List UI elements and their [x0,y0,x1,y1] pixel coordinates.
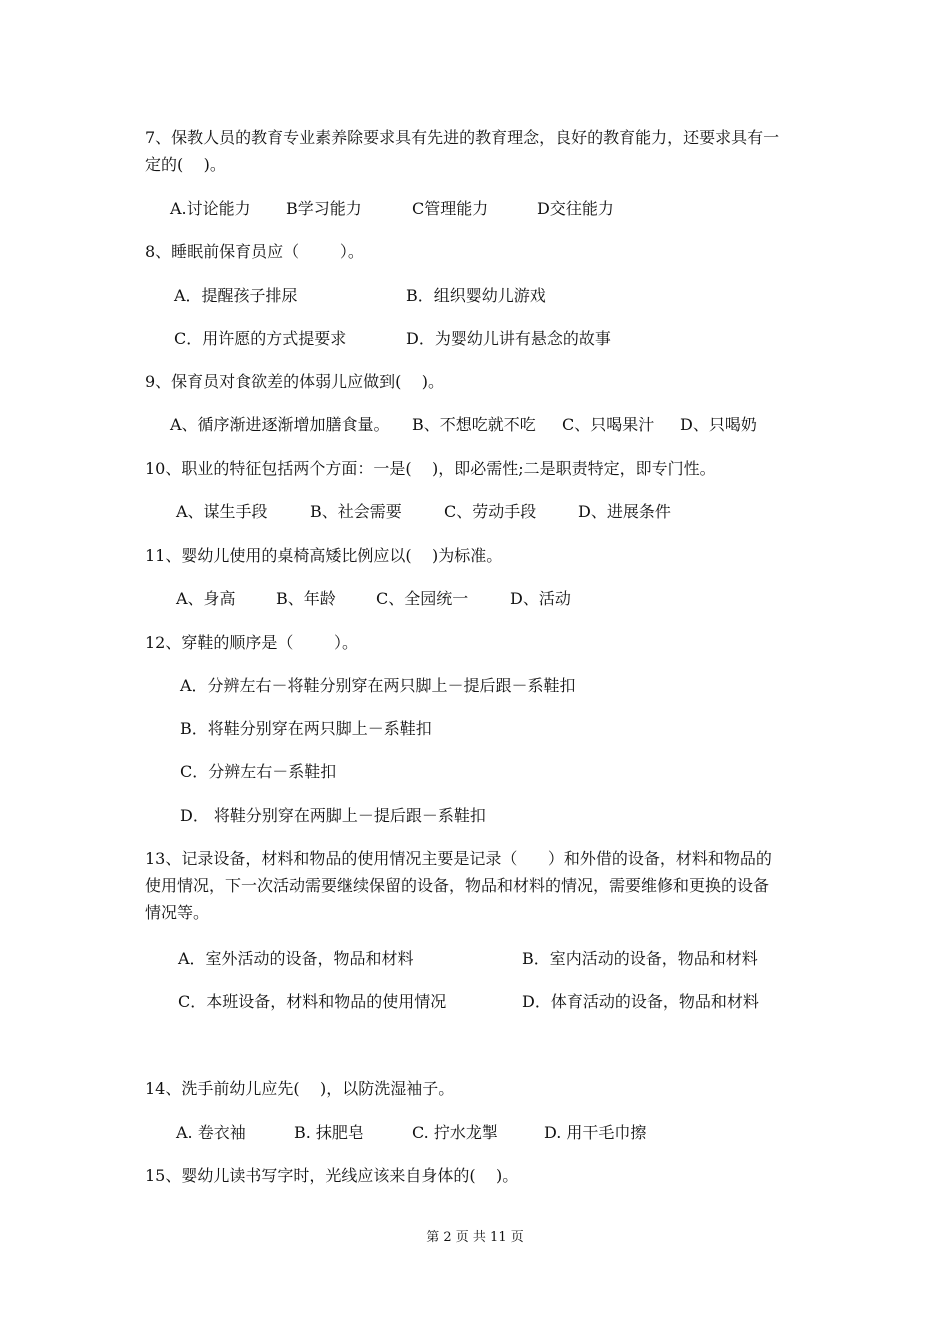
question-11-option-a: A、身高 [176,589,236,608]
question-8-option-b: B．组织婴幼儿游戏 [406,286,546,305]
question-10-option-a: A、谋生手段 [176,502,268,521]
question-8-option-a: A．提醒孩子排尿 [174,286,298,305]
question-9-line-1: 9、保育员对食欲差的体弱儿应做到( )。 [145,372,445,391]
question-9-option-c: C、只喝果汁 [562,415,655,434]
question-13-line-2: 使用情况，下一次活动需要继续保留的设备，物品和材料的情况，需要维修和更换的设备 [145,876,770,895]
question-13-option-a: A．室外活动的设备，物品和材料 [178,949,414,968]
question-7-option-b: B学习能力 [286,199,362,218]
question-12-option-d: D． 将鞋分别穿在两脚上－提后跟－系鞋扣 [180,806,486,825]
question-11-option-d: D、活动 [510,589,571,608]
question-8-option-c: C．用许愿的方式提要求 [174,329,347,348]
question-13-option-c: C．本班设备，材料和物品的使用情况 [178,992,447,1011]
question-13-option-b: B．室内活动的设备，物品和材料 [522,949,758,968]
question-13-line-1: 13、记录设备，材料和物品的使用情况主要是记录（ ）和外借的设备，材料和物品的 [145,849,772,868]
question-13-line-3: 情况等。 [145,903,210,922]
question-14-option-d: D. 用干毛巾擦 [544,1123,647,1142]
question-12-line-1: 12、穿鞋的顺序是（ ）。 [145,633,359,652]
question-9-option-a: A、循序渐进逐渐增加膳食量。 [170,415,390,434]
question-12-option-a: A．分辨左右－将鞋分别穿在两只脚上－提后跟－系鞋扣 [180,676,576,695]
question-14-option-c: C. 拧水龙掣 [412,1123,498,1142]
question-9-option-d: D、只喝奶 [680,415,757,434]
question-7-option-d: D交往能力 [537,199,614,218]
question-14-option-a: A. 卷衣袖 [176,1123,246,1142]
question-12-option-b: B．将鞋分别穿在两只脚上－系鞋扣 [180,719,432,738]
question-10-option-c: C、劳动手段 [444,502,537,521]
question-14-line-1: 14、洗手前幼儿应先( )，以防洗湿袖子。 [145,1079,455,1098]
question-11-line-1: 11、婴幼儿使用的桌椅高矮比例应以( )为标准。 [145,546,503,565]
question-14-option-b: B. 抹肥皂 [294,1123,364,1142]
question-15-line-1: 15、婴幼儿读书写字时，光线应该来自身体的( )。 [145,1166,519,1185]
question-9-option-b: B、不想吃就不吃 [412,415,536,434]
question-11-option-b: B、年龄 [276,589,336,608]
question-10-option-b: B、社会需要 [310,502,402,521]
question-10-line-1: 10、职业的特征包括两个方面：一是( )，即必需性;二是职责特定，即专门性。 [145,459,716,478]
question-12-option-c: C．分辨左右－系鞋扣 [180,762,337,781]
question-7-option-a: A.讨论能力 [170,199,251,218]
page-footer: 第 2 页 共 11 页 [426,1230,524,1245]
question-7-line-2: 定的( )。 [145,155,226,174]
question-8-option-d: D．为婴幼儿讲有悬念的故事 [406,329,611,348]
question-13-option-d: D．体育活动的设备，物品和材料 [522,992,759,1011]
question-7-line-1: 7、保教人员的教育专业素养除要求具有先进的教育理念，良好的教育能力，还要求具有一 [145,128,780,147]
question-11-option-c: C、全园统一 [376,589,469,608]
question-7-option-c: C管理能力 [412,199,489,218]
question-8-line-1: 8、睡眠前保育员应（ ）。 [145,242,364,261]
question-10-option-d: D、进展条件 [578,502,671,521]
